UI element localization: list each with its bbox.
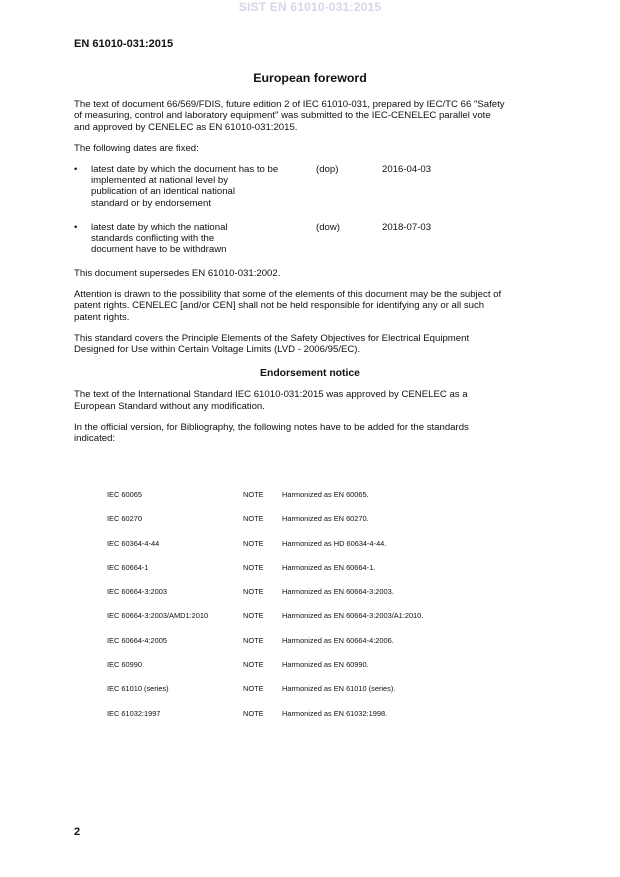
note-row — [107, 514, 507, 538]
date-item-dow — [74, 222, 546, 268]
text-line: In the official version, for Bibliography, the following notes have to be added for the standards — [74, 421, 469, 433]
note-row — [107, 539, 507, 563]
note-text: Harmonized as EN 60664-1. — [282, 562, 376, 572]
text-line: The text of the International Standard IEC 61010-031:2015 was approved by CENELEC as a — [74, 389, 468, 401]
text-line: European Standard without any modification. — [74, 400, 265, 412]
note-label: NOTE — [243, 635, 264, 645]
text-line: latest date by which the national — [91, 222, 228, 234]
foreword-intro-paragraph — [74, 99, 546, 133]
note-label: NOTE — [243, 660, 264, 670]
note-text: Harmonized as EN 60270. — [282, 514, 369, 524]
note-row — [107, 660, 507, 684]
note-standard: IEC 61010 (series) — [107, 684, 169, 694]
text-line: indicated: — [74, 433, 116, 445]
watermark: SIST EN 61010-031:2015 — [238, 0, 382, 14]
date-code: (dow) — [316, 222, 340, 234]
date-item-description — [91, 164, 301, 209]
dates-intro: The following dates are fixed: — [74, 142, 199, 154]
note-label: NOTE — [243, 708, 264, 718]
note-text: Harmonized as HD 60634-4-44. — [282, 538, 387, 548]
note-standard: IEC 60664-3:2003/AMD1:2010 — [107, 611, 209, 621]
endorsement-notice-title: Endorsement notice — [260, 368, 360, 380]
endorsement-text-paragraph — [74, 389, 546, 411]
text-line: publication of an identical national — [91, 186, 236, 198]
text-line: and approved by CENELEC as EN 61010-031:2015. — [74, 121, 298, 133]
supersedes-paragraph: This document supersedes EN 61010-031:2002. — [74, 268, 281, 280]
note-text: Harmonized as EN 60664-4:2006. — [282, 635, 394, 645]
text-line: Designed for Use within Certain Voltage Limits (LVD - 2006/95/EC). — [74, 344, 361, 356]
text-line: patent rights. — [74, 311, 130, 323]
page-number: 2 — [74, 826, 81, 838]
note-row — [107, 611, 507, 635]
bullet-icon: • — [74, 164, 78, 176]
note-row — [107, 636, 507, 660]
text-line: document have to be withdrawn — [91, 244, 227, 256]
note-text: Harmonized as EN 60664-3:2003. — [282, 587, 394, 597]
note-label: NOTE — [243, 538, 264, 548]
note-label: NOTE — [243, 514, 264, 524]
note-standard: IEC 60664-4:2005 — [107, 635, 167, 645]
note-label: NOTE — [243, 684, 264, 694]
note-text: Harmonized as EN 61010 (series). — [282, 684, 396, 694]
european-foreword-title: European foreword — [253, 71, 367, 85]
text-line: standard or by endorsement — [91, 197, 211, 209]
note-row — [107, 684, 507, 708]
date-item-description — [91, 222, 301, 256]
date-value: 2016-04-03 — [382, 164, 432, 176]
page-content — [74, 73, 546, 454]
note-text: Harmonized as EN 60990. — [282, 660, 369, 670]
scope-coverage-paragraph — [74, 333, 546, 355]
note-standard: IEC 60664-3:2003 — [107, 587, 167, 597]
document-id-header: EN 61010-031:2015 — [74, 38, 174, 50]
date-value: 2018-07-03 — [382, 222, 432, 234]
note-standard: IEC 60664-1 — [107, 562, 149, 572]
note-label: NOTE — [243, 490, 264, 499]
text-line: This standard covers the Principle Elements of the Safety Objectives for Electrical Equipment — [74, 332, 470, 344]
note-label: NOTE — [243, 587, 264, 597]
note-standard: IEC 60364-4-44 — [107, 538, 160, 548]
text-line: implemented at national level by — [91, 175, 229, 187]
text-line: The text of document 66/569/FDIS, future edition 2 of IEC 61010-031, prepared by IEC/TC 66 "Safety — [74, 99, 505, 111]
patent-attention-paragraph — [74, 289, 546, 323]
note-text: Harmonized as EN 60664-3:2003/A1:2010. — [282, 611, 424, 621]
note-label: NOTE — [243, 611, 264, 621]
note-text: Harmonized as EN 61032:1998. — [282, 708, 388, 718]
dates-list — [74, 164, 546, 268]
bibliography-notes-intro — [74, 422, 546, 444]
note-standard: IEC 60990 — [107, 660, 142, 670]
note-standard: IEC 60065 — [107, 490, 142, 499]
note-row — [107, 709, 507, 733]
bullet-icon: • — [74, 222, 78, 234]
text-line: of measuring, control and laboratory equipment" was submitted to the IEC-CENELEC parallel vote — [74, 110, 491, 122]
text-line: patent rights. CENELEC [and/or CEN] shall not be held responsible for identifying any or all such — [74, 300, 485, 312]
bibliography-notes-table — [107, 490, 507, 733]
text-line: latest date by which the document has to be — [91, 164, 279, 176]
note-text: Harmonized as EN 60065. — [282, 490, 369, 499]
note-standard: IEC 61032:1997 — [107, 708, 161, 718]
note-row — [107, 490, 507, 514]
date-item-dop — [74, 164, 546, 222]
note-row — [107, 587, 507, 611]
note-label: NOTE — [243, 562, 264, 572]
note-standard: IEC 60270 — [107, 514, 142, 524]
text-line: Attention is drawn to the possibility that some of the elements of this document may be the subject of — [74, 289, 502, 301]
note-row — [107, 563, 507, 587]
text-line: standards conflicting with the — [91, 233, 215, 245]
date-code: (dop) — [316, 164, 339, 176]
